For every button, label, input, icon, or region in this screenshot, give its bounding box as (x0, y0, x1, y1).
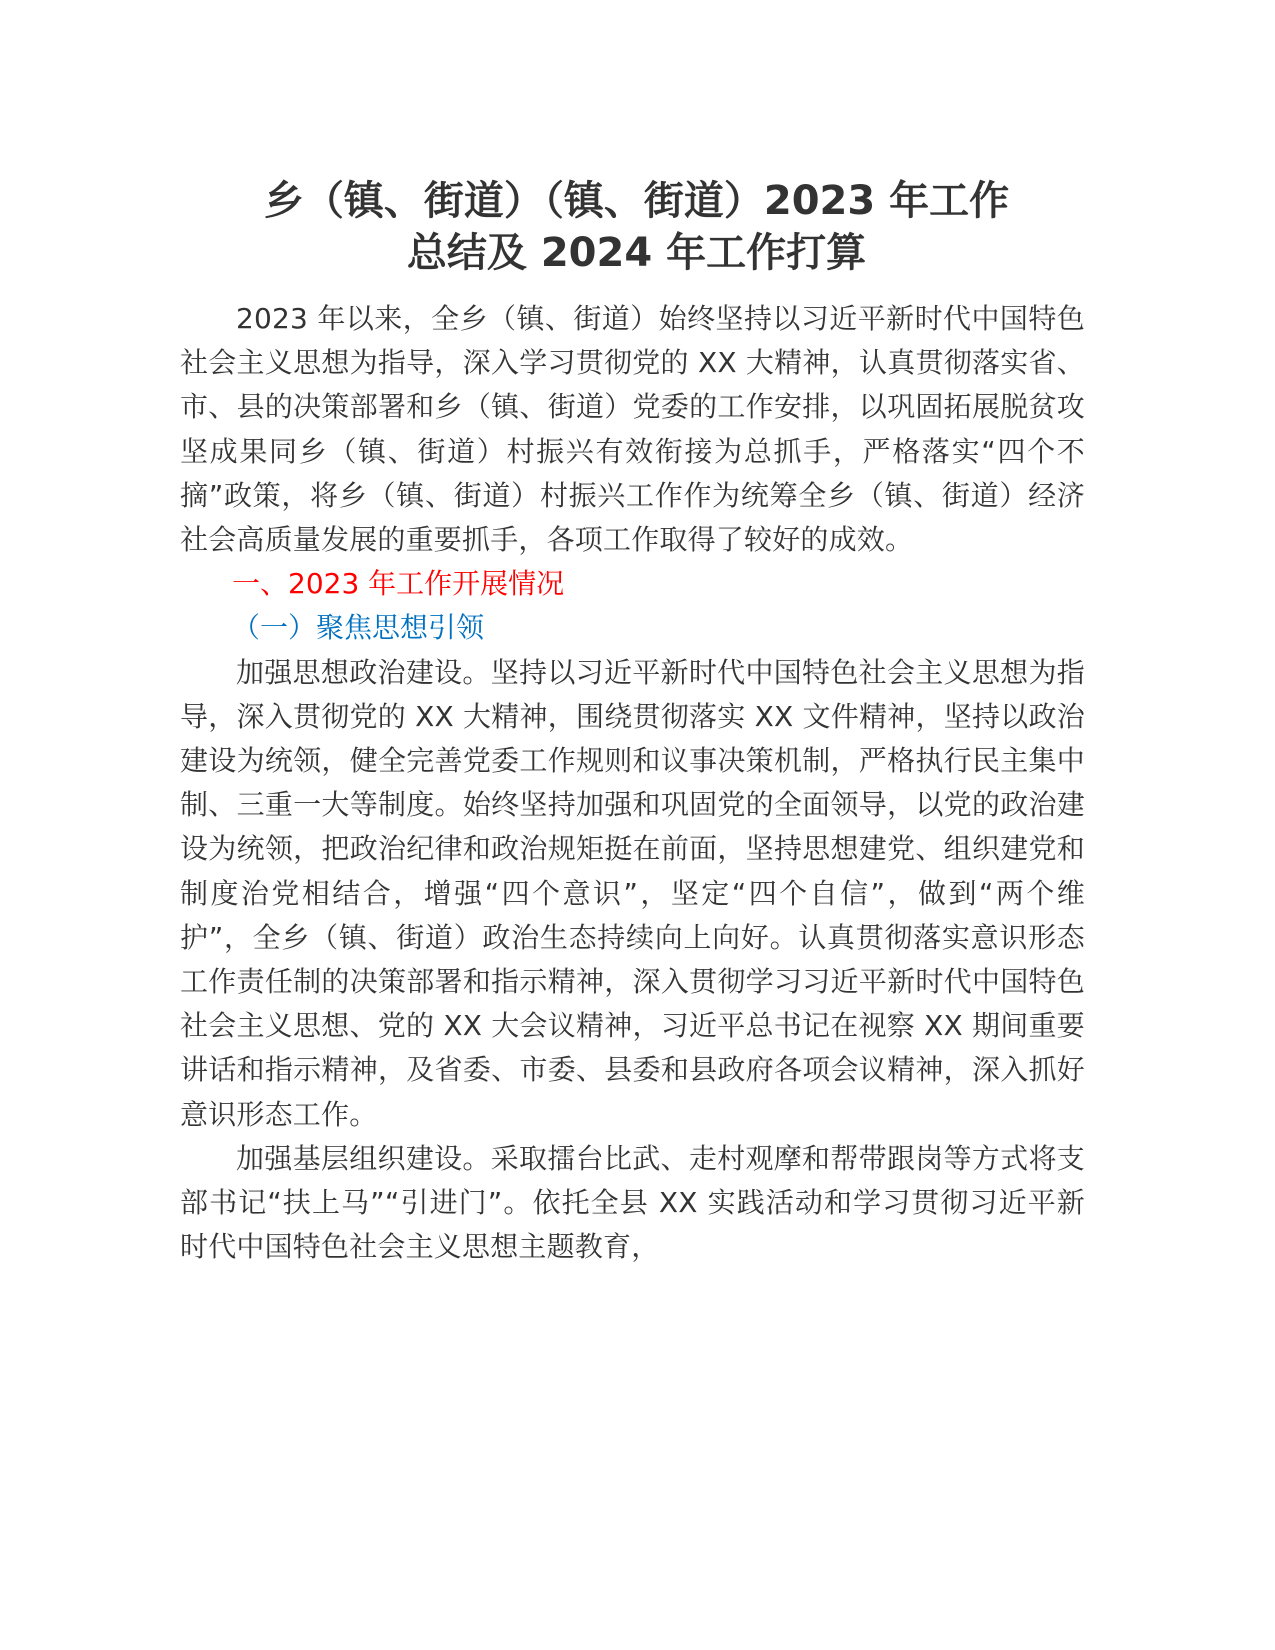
subsection-heading: （一）聚焦思想引领 (232, 611, 485, 645)
title-line-1: 乡（镇、街道）（镇、街道）2023 年工作 (263, 178, 1010, 224)
title-line-2: 总结及 2024 年工作打算 (406, 230, 867, 276)
body-paragraph-political: 加强思想政治建设。坚持以习近平新时代中国特色社会主义思想为指导，深入贯彻党的 XX 大精神，围绕贯彻落实 XX 文件精神，坚持以政治建设为统领，健全完善党委工作规则和议事决策机制，严格执行民主集中制、三重一大等制度。始终坚持加强和巩固党的全面领导，以党的政治建设为统领，把政治纪律和政治规矩挺在前面，坚持思想建党、组织建党和制度治党相结合，增强“四个意识”，坚定“四个自信”，做到“两个维护”，全乡（镇、街道）政治生态持续向上向好。认真贯彻落实意识形态工作责任制的决策部署和指示精神，深入贯彻学习习近平新时代中国特色社会主义思想、党的 XX 大会议精神，习近平总书记在视察 XX 期间重要讲话和指示精神，及省委、市委、县委和县政府各项会议精神，深入抓好意识形态工作。 (180, 655, 1085, 1131)
document-page (180, 175, 1085, 1269)
section-heading: 一、2023 年工作开展情况 (232, 567, 565, 601)
document-title (180, 175, 1085, 279)
body-paragraph-organization: 加强基层组织建设。采取擂台比武、走村观摩和帮带跟岗等方式将支部书记“扶上马”“引进门”。依托全县 XX 实践活动和学习贯彻习近平新时代中国特色社会主义思想主题教育， (180, 1141, 1085, 1264)
intro-paragraph: 2023 年以来，全乡（镇、街道）始终坚持以习近平新时代中国特色社会主义思想为指导，深入学习贯彻党的 XX 大精神，认真贯彻落实省、市、县的决策部署和乡（镇、街道）党委的工作安排，以巩固拓展脱贫攻坚成果同乡（镇、街道）村振兴有效衔接为总抓手，严格落实“四个不摘”政策，将乡（镇、街道）村振兴工作作为统筹全乡（镇、街道）经济社会高质量发展的重要抓手，各项工作取得了较好的成效。 (180, 302, 1085, 557)
